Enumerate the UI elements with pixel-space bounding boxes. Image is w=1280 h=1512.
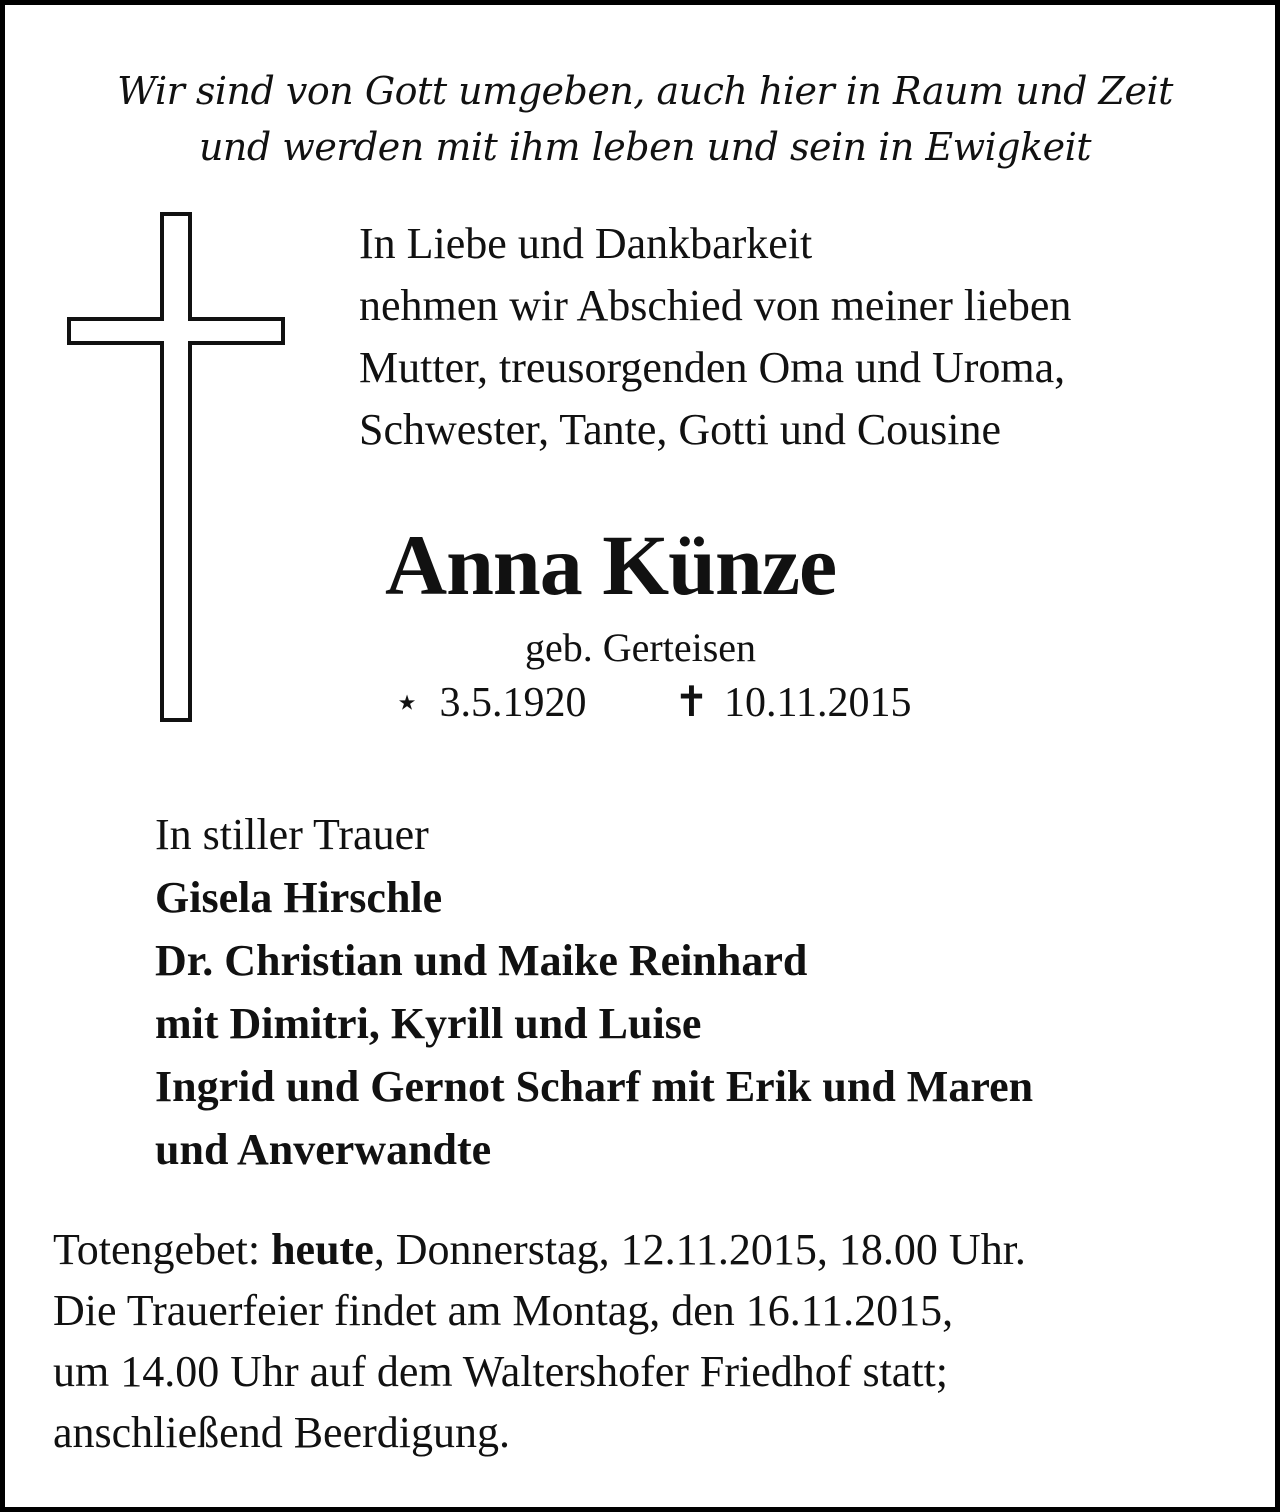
cross-icon — [65, 212, 287, 722]
motto-line-1: Wir sind von Gott umgeben, auch hier in Raum und Zeit — [117, 69, 1173, 113]
service-line-3: um 14.00 Uhr auf dem Waltershofer Friedhof statt; — [53, 1347, 948, 1396]
mourner-name: Gisela Hirschle — [155, 873, 443, 922]
death-date: 10.11.2015 — [724, 680, 912, 726]
birth-date: 3.5.1920 — [439, 680, 587, 726]
intro-line-4: Schwester, Tante, Gotti und Cousine — [359, 405, 1002, 454]
service-line-2: Die Trauerfeier findet am Montag, den 16.11.2015, — [53, 1286, 954, 1335]
mourner-name: Ingrid und Gernot Scharf mit Erik und Maren — [155, 1062, 1034, 1111]
prayer-label: Totengebet: — [53, 1225, 272, 1274]
prayer-line — [53, 1219, 1026, 1280]
deceased-name: Anna Künze — [385, 517, 837, 613]
motto-line-2: und werden mit ihm leben und sein in Ewigkeit — [198, 125, 1092, 169]
intro-line-3: Mutter, treusorgenden Oma und Uroma, — [359, 343, 1066, 392]
mourner-name: und Anverwandte — [155, 1125, 492, 1174]
birth-name: geb. Gerteisen — [525, 625, 757, 670]
service-info — [53, 1219, 1026, 1463]
mourner-name: Dr. Christian und Maike Reinhard — [155, 936, 808, 985]
prayer-today: heute — [271, 1225, 374, 1274]
death-cross-icon: ✝ — [673, 680, 710, 726]
prayer-details: , Donnerstag, 12.11.2015, 18.00 Uhr. — [373, 1225, 1026, 1274]
intro-text — [359, 213, 1071, 461]
intro-line-1: In Liebe und Dankbarkeit — [359, 219, 813, 268]
mourners-block — [155, 803, 1033, 1181]
mourners-lead: In stiller Trauer — [155, 810, 429, 859]
birth-star-icon: ⋆ — [393, 680, 421, 726]
life-dates — [385, 677, 911, 729]
intro-line-2: nehmen wir Abschied von meiner lieben — [359, 281, 1072, 330]
service-line-4: anschließend Beerdigung. — [53, 1408, 510, 1457]
mourner-name: mit Dimitri, Kyrill und Luise — [155, 999, 702, 1048]
motto-verse — [5, 63, 1280, 175]
